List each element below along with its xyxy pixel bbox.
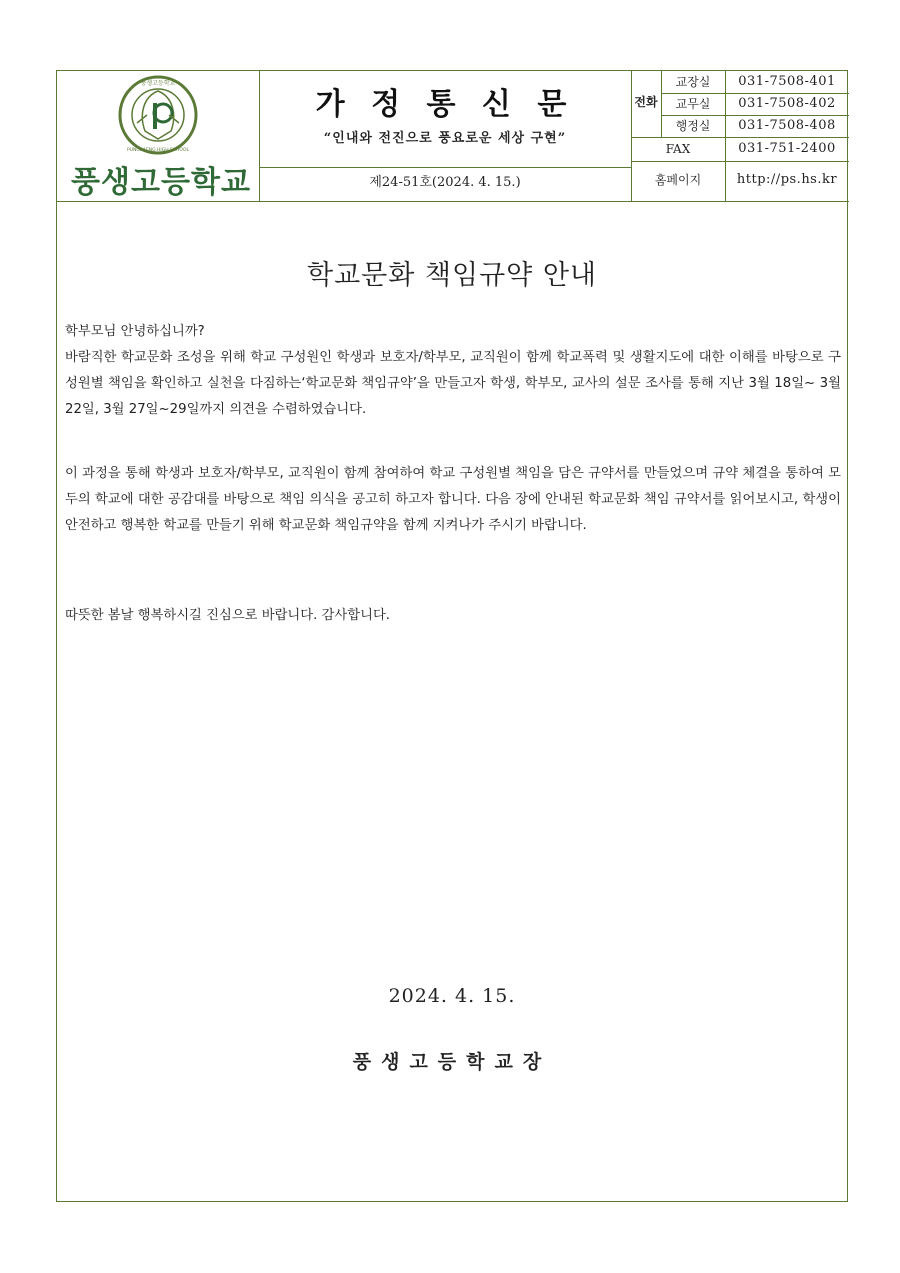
body-paragraph-2: 이 과정을 통해 학생과 보호자/학부모, 교직원이 함께 참여하여 학교 구성원별 책임을 담은 규약서를 만들었으며 규약 체결을 통하여 모두의 학교에 대한 공감대를 바탕으로 책임 의식을 공고히 하고자 합니다. 다음 장에 안내된 학교문화 책임 규약서를 읽어보시고, 학생이 안전하고 행복한 학교를 만들기 위해 학교문화 책임규약을 함께 지켜나가 주시기 바랍니다.	[65, 466, 841, 533]
school-name: 풍생고등학교	[71, 165, 251, 200]
homepage-label: 홈페이지	[654, 173, 702, 187]
document-title: 학교문화 책임규약 안내	[307, 260, 597, 291]
contact-label-principal: 교장실	[675, 75, 711, 89]
contact-label-academic: 교무실	[675, 97, 711, 111]
fax-number: 031-751-2400	[738, 141, 836, 156]
principal-signature: 풍생고등학교장	[352, 1051, 552, 1073]
closing-remark: 따뜻한 봄날 행복하시길 진심으로 바랍니다. 감사합니다.	[65, 608, 391, 623]
newsletter-header	[57, 71, 847, 201]
contact-number-academic: 031-7508-402	[738, 96, 836, 111]
homepage-link[interactable]: http://ps.hs.kr	[736, 172, 838, 187]
newsletter-title: 가 정 통 신 문	[315, 87, 575, 122]
school-emblem-icon	[113, 75, 203, 157]
fax-label: FAX	[665, 142, 691, 156]
school-motto: “인내와 전진으로 풍요로운 세상 구현”	[323, 131, 567, 146]
contact-label-admin: 행정실	[675, 119, 711, 133]
svg-text:PUNGSAENG HIGH SCHOOL: PUNGSAENG HIGH SCHOOL	[127, 148, 189, 153]
school-logo-area	[57, 71, 259, 201]
issue-number: 제24-51호(2024. 4. 15.)	[369, 175, 521, 190]
body-paragraph-1: 바람직한 학교문화 조성을 위해 학교 구성원인 학생과 보호자/학부모, 교직원이 함께 학교폭력 및 생활지도에 대한 이해를 바탕으로 구성원별 책임을 확인하고 실천을 다짐하는‘학교문화 책임규약’을 만들고자 학생, 학부모, 교사의 설문 조사를 통해 지난 3월 18일~ 3월 22일, 3월 27일~29일까지 의견을 수렴하였습니다.	[65, 350, 841, 417]
greeting: 학부모님 안녕하십니까?	[65, 324, 205, 339]
phone-label: 전화	[634, 95, 658, 109]
newsletter-frame	[56, 70, 848, 1202]
issue-date: 2024. 4. 15.	[388, 985, 516, 1007]
contact-number-admin: 031-7508-408	[738, 118, 836, 133]
svg-text:풍생고등학교: 풍생고등학교	[140, 80, 176, 87]
contact-number-principal: 031-7508-401	[738, 74, 836, 89]
